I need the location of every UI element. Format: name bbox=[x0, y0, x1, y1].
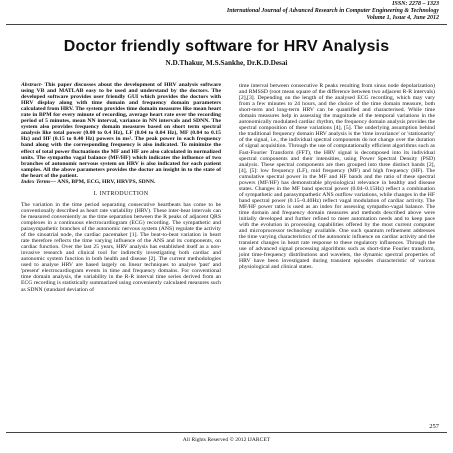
left-column bbox=[21, 82, 221, 293]
footer-rule bbox=[6, 432, 447, 433]
header-rule bbox=[6, 24, 447, 25]
journal-header bbox=[30, 8, 439, 22]
journal-name: International Journal of Advanced Research in Computer Engineering & Technology bbox=[226, 8, 439, 14]
section-heading-introduction: I. INTRODUCTION bbox=[93, 190, 149, 197]
page-number: 257 bbox=[429, 423, 439, 430]
index-terms-text: ANS, BPM, ECG, HRV, HRVPS, SDNN. bbox=[56, 178, 156, 185]
paper-authors: N.D.Thakur, M.S.Sankhe, Dr.K.D.Desai bbox=[165, 59, 288, 67]
issn: ISSN: 2278 – 1323 bbox=[392, 1, 439, 7]
abstract-label: Abstract- bbox=[21, 82, 43, 88]
right-column-text: time interval between consecutive R peaks resulting from sinus node depolarization) and RMSSD (root mean square of the difference between two adjacent R-R intervals)[2],[3]. Depending on the length of the analysed ECG recording, which may vary from a few minutes to 24 hours, and the choice of the time domain measure, both short-term and long-term HRV can be quantified and characterised. While time domain measures help in assessing the magnitude of the temporal variations in the autonomically modulated cardiac rhythm, the frequency domain analysis provides the spectral composition of these variations [4], [5]. The underlying assumption behind the traditional frequency domain HRV analysis is the 'time invariance' or 'stationarity' of the signal, i.e., the individual spectral components do not change over the duration of signal acquisition. Through the use of computationally efficient algorithms such as Fast-Fourier Transform (FFT), the HRV signal is decomposed into its individual spectral components and their intensities, using Power Spectral Density (PSD) analysis. These spectral components are then grouped into three distinct bands [2], [4], [5]: low frequency (LF), mid frequency (MF) and high frequency (HF). The cumulative spectral power in the MF and HF bands and the ratio of these spectral powers (MF/HF) has demonstrable physiological relevance in healthy and disease states. Changes in the MF band spectral power (0.04–0.15Hz) reflect a combination of sympathetic and parasympathetic ANS outflow variations, while changes in the HF band spectral power (0.15–0.40Hz) reflect vagal modulation of cardiac activity. The MF/HF power ratio is used as an index for assessing sympatho-vagal balance. The time domain and frequency domain measures and methods described above were initially developed and further refined to meet automation needs and to keep pace with the evolution in processing capabilities offered by the most current computer and microprocessor technology available. One such quantum refinement addresses the time varying characteristics of the autonomic influence on cardiac activity and the transient changes in heart rate response to these regulatory influences. Through the use of advanced signal processing algorithms such as short-time Fourier transform, joint time-frequency distributions and wavelets, the dynamic spectral properties of HRV have been investigated during transient episodes characteristic of various physiological and clinical states. bbox=[239, 83, 435, 271]
right-column bbox=[239, 83, 435, 270]
introduction-text: The variation in the time period separating consecutive heartbeats has come to be conventionally described as heart rate variability (HRV). These inter-beat intervals can be measured conveniently as the time separation between the R peaks of adjacent QRS complexes in a continuous electrocardiogram (ECG) recording. The sympathetic and parasympathetic branches of the autonomic nervous system (ANS) regulate the activity of the sinoatrial node, the cardiac pacemaker [1]. The beat-to-beat variation in heart rate therefore reflects the time varying influence of the ANS and its components, on cardiac function. Over the last 25 years, HRV analysis has established itself as a non-invasive research and clinical tool for indirectly investigating both cardiac and autonomic system function in both health and disease [2]. The current methodologies used to analyse HRV are based largely on linear techniques to analyse 'past' and 'present' electrocardiogram events in time and frequency domains. For conventional time domain analysis, the variability in the R-R interval time series derived from an ECG recording is statistically summarized using conveniently calculated measures such as SDNN (standard deviation of bbox=[21, 201, 221, 293]
copyright: All Rights Reserved © 2012 IJARCET bbox=[182, 437, 271, 443]
journal-volume: Volume 1, Issue 4, June 2012 bbox=[366, 15, 439, 21]
paper-title: Doctor friendly software for HRV Analysis bbox=[63, 38, 390, 55]
abstract bbox=[21, 82, 221, 179]
abstract-text: This paper discusses about the development of HRV analysis software using VB and MATLAB easy to be used and understand by the doctors. The developed software provides user friendly GUI which provides the doctors with HRV display along with time domain and frequency domain parameters calculated from HRV. The system provides time domain measures like mean heart rate in BPM for every minute of recording, average heart rate over the recording period of 5 minutes, mean NN interval, variance in NN intervals and SDNN. The system also provides frequency domain measures based on short term spectral analysis like total power (0.00 to 0.4 Hz), LF (0.04 to 0.04 Hz), MF (0.04 to 0.15 Hz) and HF (0.15 to 0.40 Hz) powers in ms². The peak power in each frequency band along with the corresponding frequency is also indicated. To minimize the effect of total power fluctuations the MF and HF are also calculated in normalized units. The sympatho vagal balance (MF/HF) which indicates the influence of two branches of autonomic nervous system on HRV is also indicated for each patient samples. All the above parameters provides the doctor an insight in to the state of the heart of the patient. bbox=[21, 82, 221, 179]
index-terms-label: Index Terms— bbox=[21, 178, 57, 185]
index-terms bbox=[21, 179, 221, 185]
